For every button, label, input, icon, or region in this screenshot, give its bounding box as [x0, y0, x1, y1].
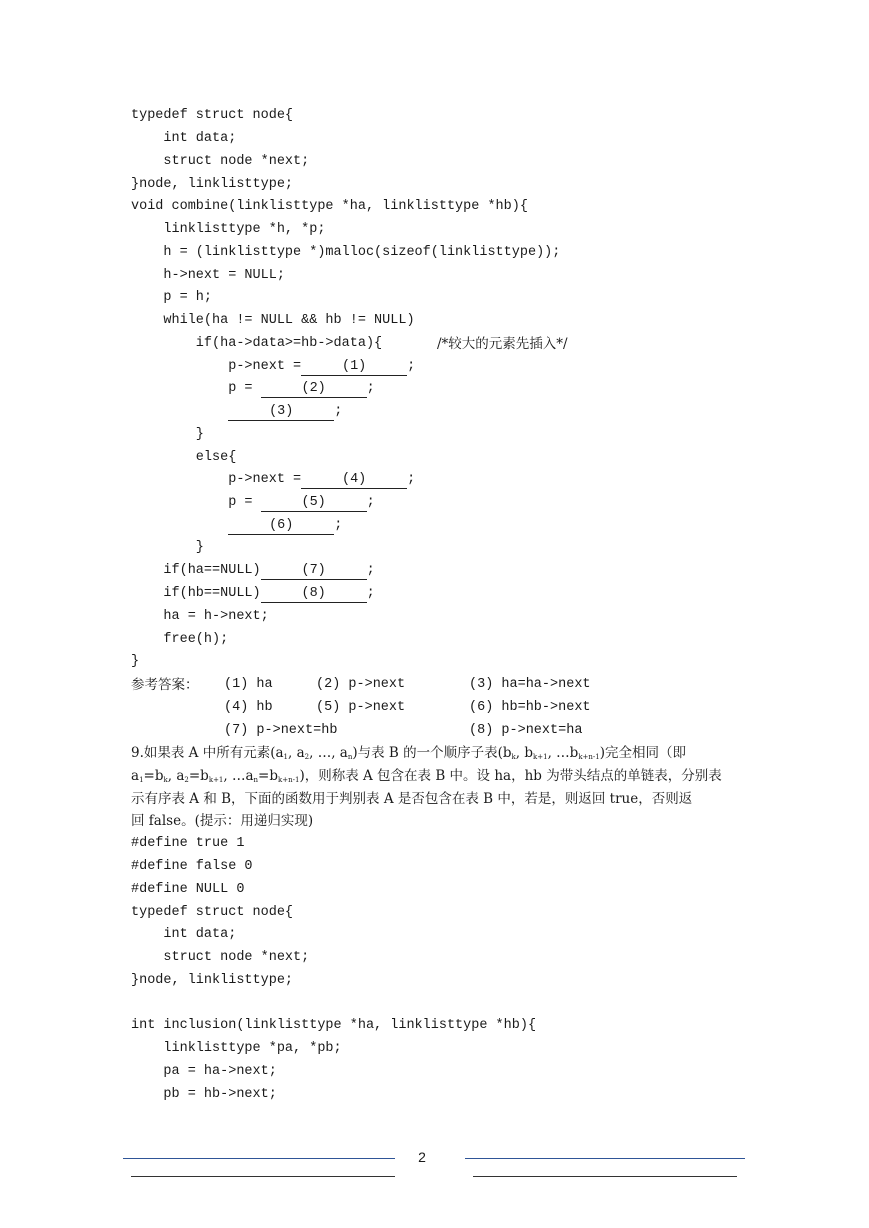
q-sub: n: [347, 753, 353, 761]
answer-label: 参考答案：: [131, 677, 199, 693]
fill-blank-line: [131, 583, 375, 605]
code-text: ;: [407, 472, 416, 487]
footer-rule: [131, 1176, 395, 1177]
code-line: linklisttype *pa, *pb;: [131, 1041, 342, 1056]
code-line: }node, linklisttype;: [131, 973, 294, 988]
code-line: free(h);: [131, 632, 229, 647]
q-text: 9.如果表 A 中所有元素(a: [131, 745, 284, 761]
q-text: , …a: [223, 768, 254, 784]
q-sub: k: [511, 753, 516, 761]
code-line: int data;: [131, 131, 237, 146]
code-line: h->next = NULL;: [131, 268, 285, 283]
code-line: typedef struct node{: [131, 108, 294, 123]
answer-item: (5) p->next: [316, 700, 406, 715]
q-text: , …, a: [309, 745, 348, 761]
q-text: , a: [288, 745, 305, 761]
code-line: struct node *next;: [131, 154, 310, 169]
code-line: struct node *next;: [131, 950, 310, 965]
code-line: #define NULL 0: [131, 882, 245, 897]
code-text: ;: [334, 518, 343, 533]
fill-blank: (8): [261, 585, 367, 603]
code-comment: /*较大的元素先插入*/: [437, 336, 568, 352]
code-line: typedef struct node{: [131, 905, 294, 920]
q-text: , b: [515, 745, 534, 761]
code-text: ;: [366, 495, 375, 510]
code-line: else{: [131, 450, 237, 465]
answer-item: (6) hb=hb->next: [469, 700, 591, 715]
code-line: int inclusion(linklisttype *ha, linklisttype *hb){: [131, 1018, 537, 1033]
code-line-if: [131, 333, 568, 355]
q-text: )完全相同（即: [599, 745, 687, 761]
code-text: [131, 404, 228, 419]
q-sub: 1: [283, 753, 288, 761]
fill-blank: (1): [301, 358, 407, 376]
code-text: ;: [366, 381, 375, 396]
code-text: p->next =: [131, 472, 302, 487]
code-line: }: [131, 540, 204, 555]
code-text: p =: [131, 495, 261, 510]
fill-blank: (4): [301, 471, 407, 489]
footer-rule: [123, 1158, 395, 1159]
answer-item: (8) p->next=ha: [469, 723, 583, 738]
code-line: }: [131, 654, 140, 669]
answer-item: (1) ha: [224, 677, 273, 692]
code-line: while(ha != NULL && hb != NULL): [131, 313, 415, 328]
code-line: }: [131, 427, 204, 442]
q-sub: 1: [139, 776, 144, 784]
fill-blank-line: [131, 515, 342, 537]
q-text: =b: [143, 768, 164, 784]
code-text: p =: [131, 381, 261, 396]
q-sub: k+1: [208, 776, 224, 784]
question-9-text: 示有序表 A 和 B，下面的函数用于判别表 A 是否包含在表 B 中，若是，则返回 true，否则返: [131, 791, 693, 807]
question-9-text: [131, 765, 741, 787]
fill-blank-line: [131, 356, 415, 378]
q-text: )与表 B 的一个顺序子表(b: [352, 745, 512, 761]
fill-blank-line: [131, 492, 375, 514]
code-line: #define false 0: [131, 859, 253, 874]
code-text: ;: [407, 359, 416, 374]
code-line: pa = ha->next;: [131, 1064, 277, 1079]
fill-blank-line: [131, 378, 375, 400]
code-text: ;: [366, 563, 375, 578]
fill-blank: (3): [228, 403, 334, 421]
fill-blank-line: [131, 560, 375, 582]
fill-blank: (6): [228, 517, 334, 535]
fill-blank-line: [131, 401, 342, 423]
answer-item: (7) p->next=hb: [224, 723, 338, 738]
answer-item: (4) hb: [224, 700, 273, 715]
fill-blank-line: [131, 469, 415, 491]
fill-blank: (5): [261, 494, 367, 512]
code-line: pb = hb->next;: [131, 1087, 277, 1102]
footer-rule: [473, 1176, 737, 1177]
code-line: ha = h->next;: [131, 609, 269, 624]
code-text: if(ha==NULL): [131, 563, 261, 578]
code-text: ;: [334, 404, 343, 419]
code-text: ;: [366, 586, 375, 601]
q-text: =b: [188, 768, 209, 784]
code-line: #define true 1: [131, 836, 245, 851]
q-sub: k+n-1: [578, 753, 600, 761]
code-text: if(ha->data>=hb->data){: [131, 336, 383, 351]
code-text: if(hb==NULL): [131, 586, 261, 601]
q-sub: k+n-1: [278, 776, 300, 784]
code-line: }node, linklisttype;: [131, 177, 294, 192]
q-text: )，则称表 A 包含在表 B 中。设 ha，hb 为带头结点的单链表，分别表: [299, 768, 722, 784]
code-line: void combine(linklisttype *ha, linklisttype *hb){: [131, 199, 528, 214]
code-text: p->next =: [131, 359, 302, 374]
q-sub: 2: [184, 776, 189, 784]
page-number: 2: [418, 1149, 426, 1165]
q-text: =b: [258, 768, 279, 784]
q-text: , …b: [547, 745, 579, 761]
q-sub: n: [253, 776, 259, 784]
fill-blank: (2): [261, 380, 367, 398]
q-sub: k+1: [533, 753, 548, 761]
q-text: , a: [167, 768, 185, 784]
q-text: a: [131, 768, 140, 784]
q-sub: k: [163, 776, 168, 784]
footer-rule: [465, 1158, 745, 1159]
question-9-text: 回 false。(提示：用递归实现): [131, 813, 314, 829]
answer-item: (2) p->next: [316, 677, 406, 692]
answer-item: (3) ha=ha->next: [469, 677, 591, 692]
question-9-text: [131, 742, 741, 764]
code-line: h = (linklisttype *)malloc(sizeof(linklisttype));: [131, 245, 561, 260]
code-line: p = h;: [131, 290, 213, 305]
code-text: [131, 518, 228, 533]
code-line: int data;: [131, 927, 237, 942]
q-sub: 2: [304, 753, 310, 761]
code-line: linklisttype *h, *p;: [131, 222, 326, 237]
fill-blank: (7): [261, 562, 367, 580]
